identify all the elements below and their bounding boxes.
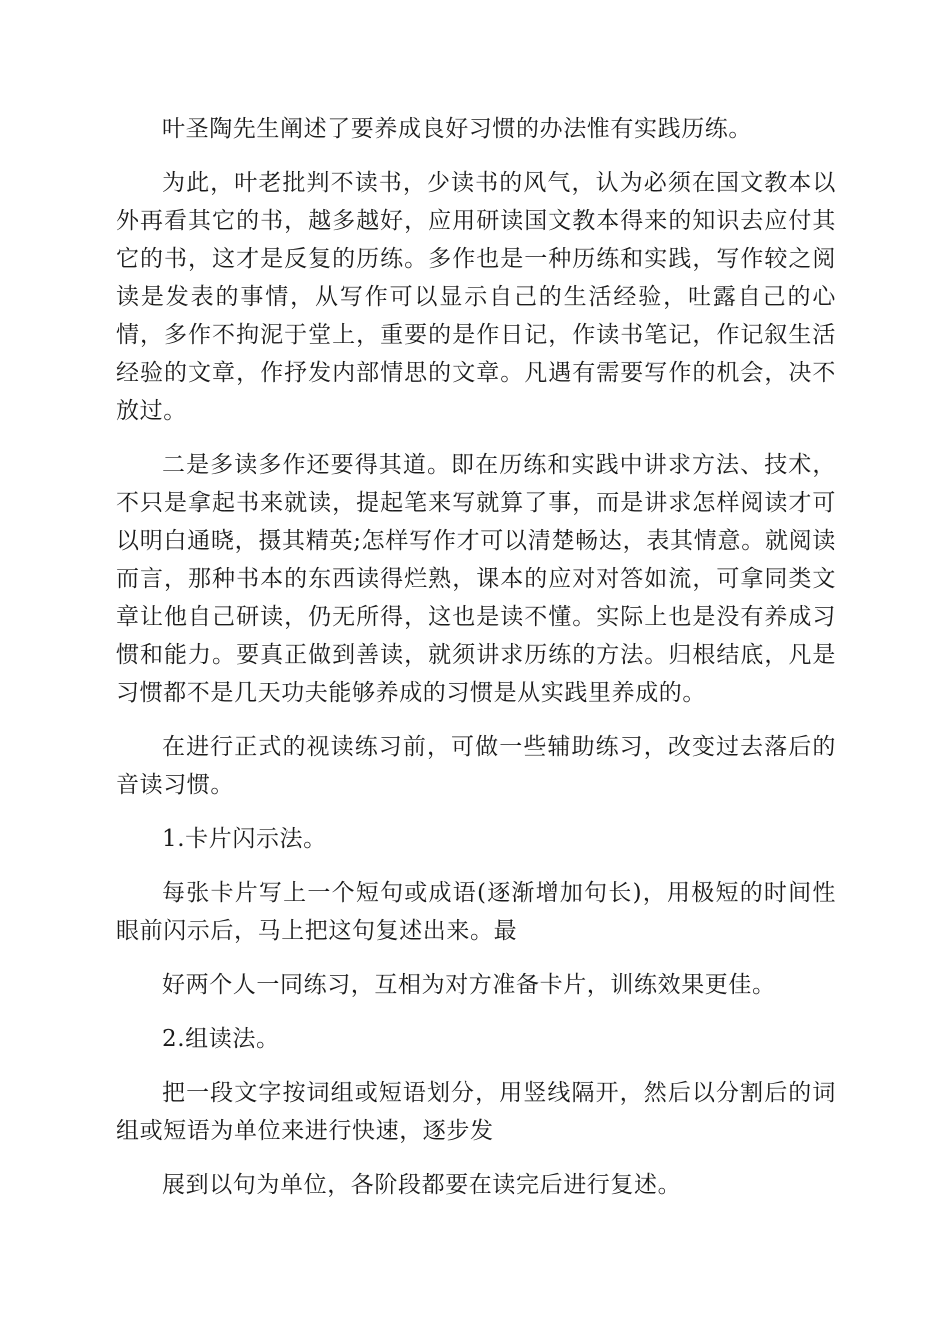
paragraph-3: 二是多读多作还要得其道。即在历练和实践中讲求方法、技术，不只是拿起书来就读，提起笔来写就算了事，而是讲求怎样阅读才可以明白通晓，摄其精英;怎样写作才可以清楚畅达，表其情意。就阅读而言，那种书本的东西读得烂熟，课本的应对对答如流，可拿同类文章让他自己研读，仍无所得，这也是读不懂。实际上也是没有养成习惯和能力。要真正做到善读，就须讲求历练的方法。归根结底，凡是习惯都不是几天功夫能够养成的习惯是从实践里养成的。 — [116, 452, 836, 706]
paragraph-8: 2.组读法。 — [162, 1026, 280, 1052]
paragraph-1: 叶圣陶先生阐述了要养成良好习惯的办法惟有实践历练。 — [162, 116, 752, 142]
paragraph-5: 1.卡片闪示法。 — [162, 826, 327, 852]
paragraph-4: 在进行正式的视读练习前，可做一些辅助练习，改变过去落后的音读习惯。 — [116, 734, 836, 798]
paragraph-6: 每张卡片写上一个短句或成语(逐渐增加句长)，用极短的时间性眼前闪示后，马上把这句复述出来。最 — [116, 880, 836, 944]
paragraph-2: 为此，叶老批判不读书，少读书的风气，认为必须在国文教本以外再看其它的书，越多越好，应用研读国文教本得来的知识去应付其它的书，这才是反复的历练。多作也是一种历练和实践，写作较之阅读是发表的事情，从写作可以显示自己的生活经验，吐露自己的心情，多作不拘泥于堂上，重要的是作日记，作读书笔记，作记叙生活经验的文章，作抒发内部情思的文章。凡遇有需要写作的机会，决不放过。 — [116, 170, 836, 424]
document-body — [116, 110, 836, 1220]
paragraph-7: 好两个人一同练习，互相为对方准备卡片，训练效果更佳。 — [162, 972, 776, 998]
paragraph-9: 把一段文字按词组或短语划分，用竖线隔开，然后以分割后的词组或短语为单位来进行快速，逐步发 — [116, 1080, 836, 1144]
paragraph-10: 展到以句为单位，各阶段都要在读完后进行复述。 — [162, 1172, 682, 1198]
